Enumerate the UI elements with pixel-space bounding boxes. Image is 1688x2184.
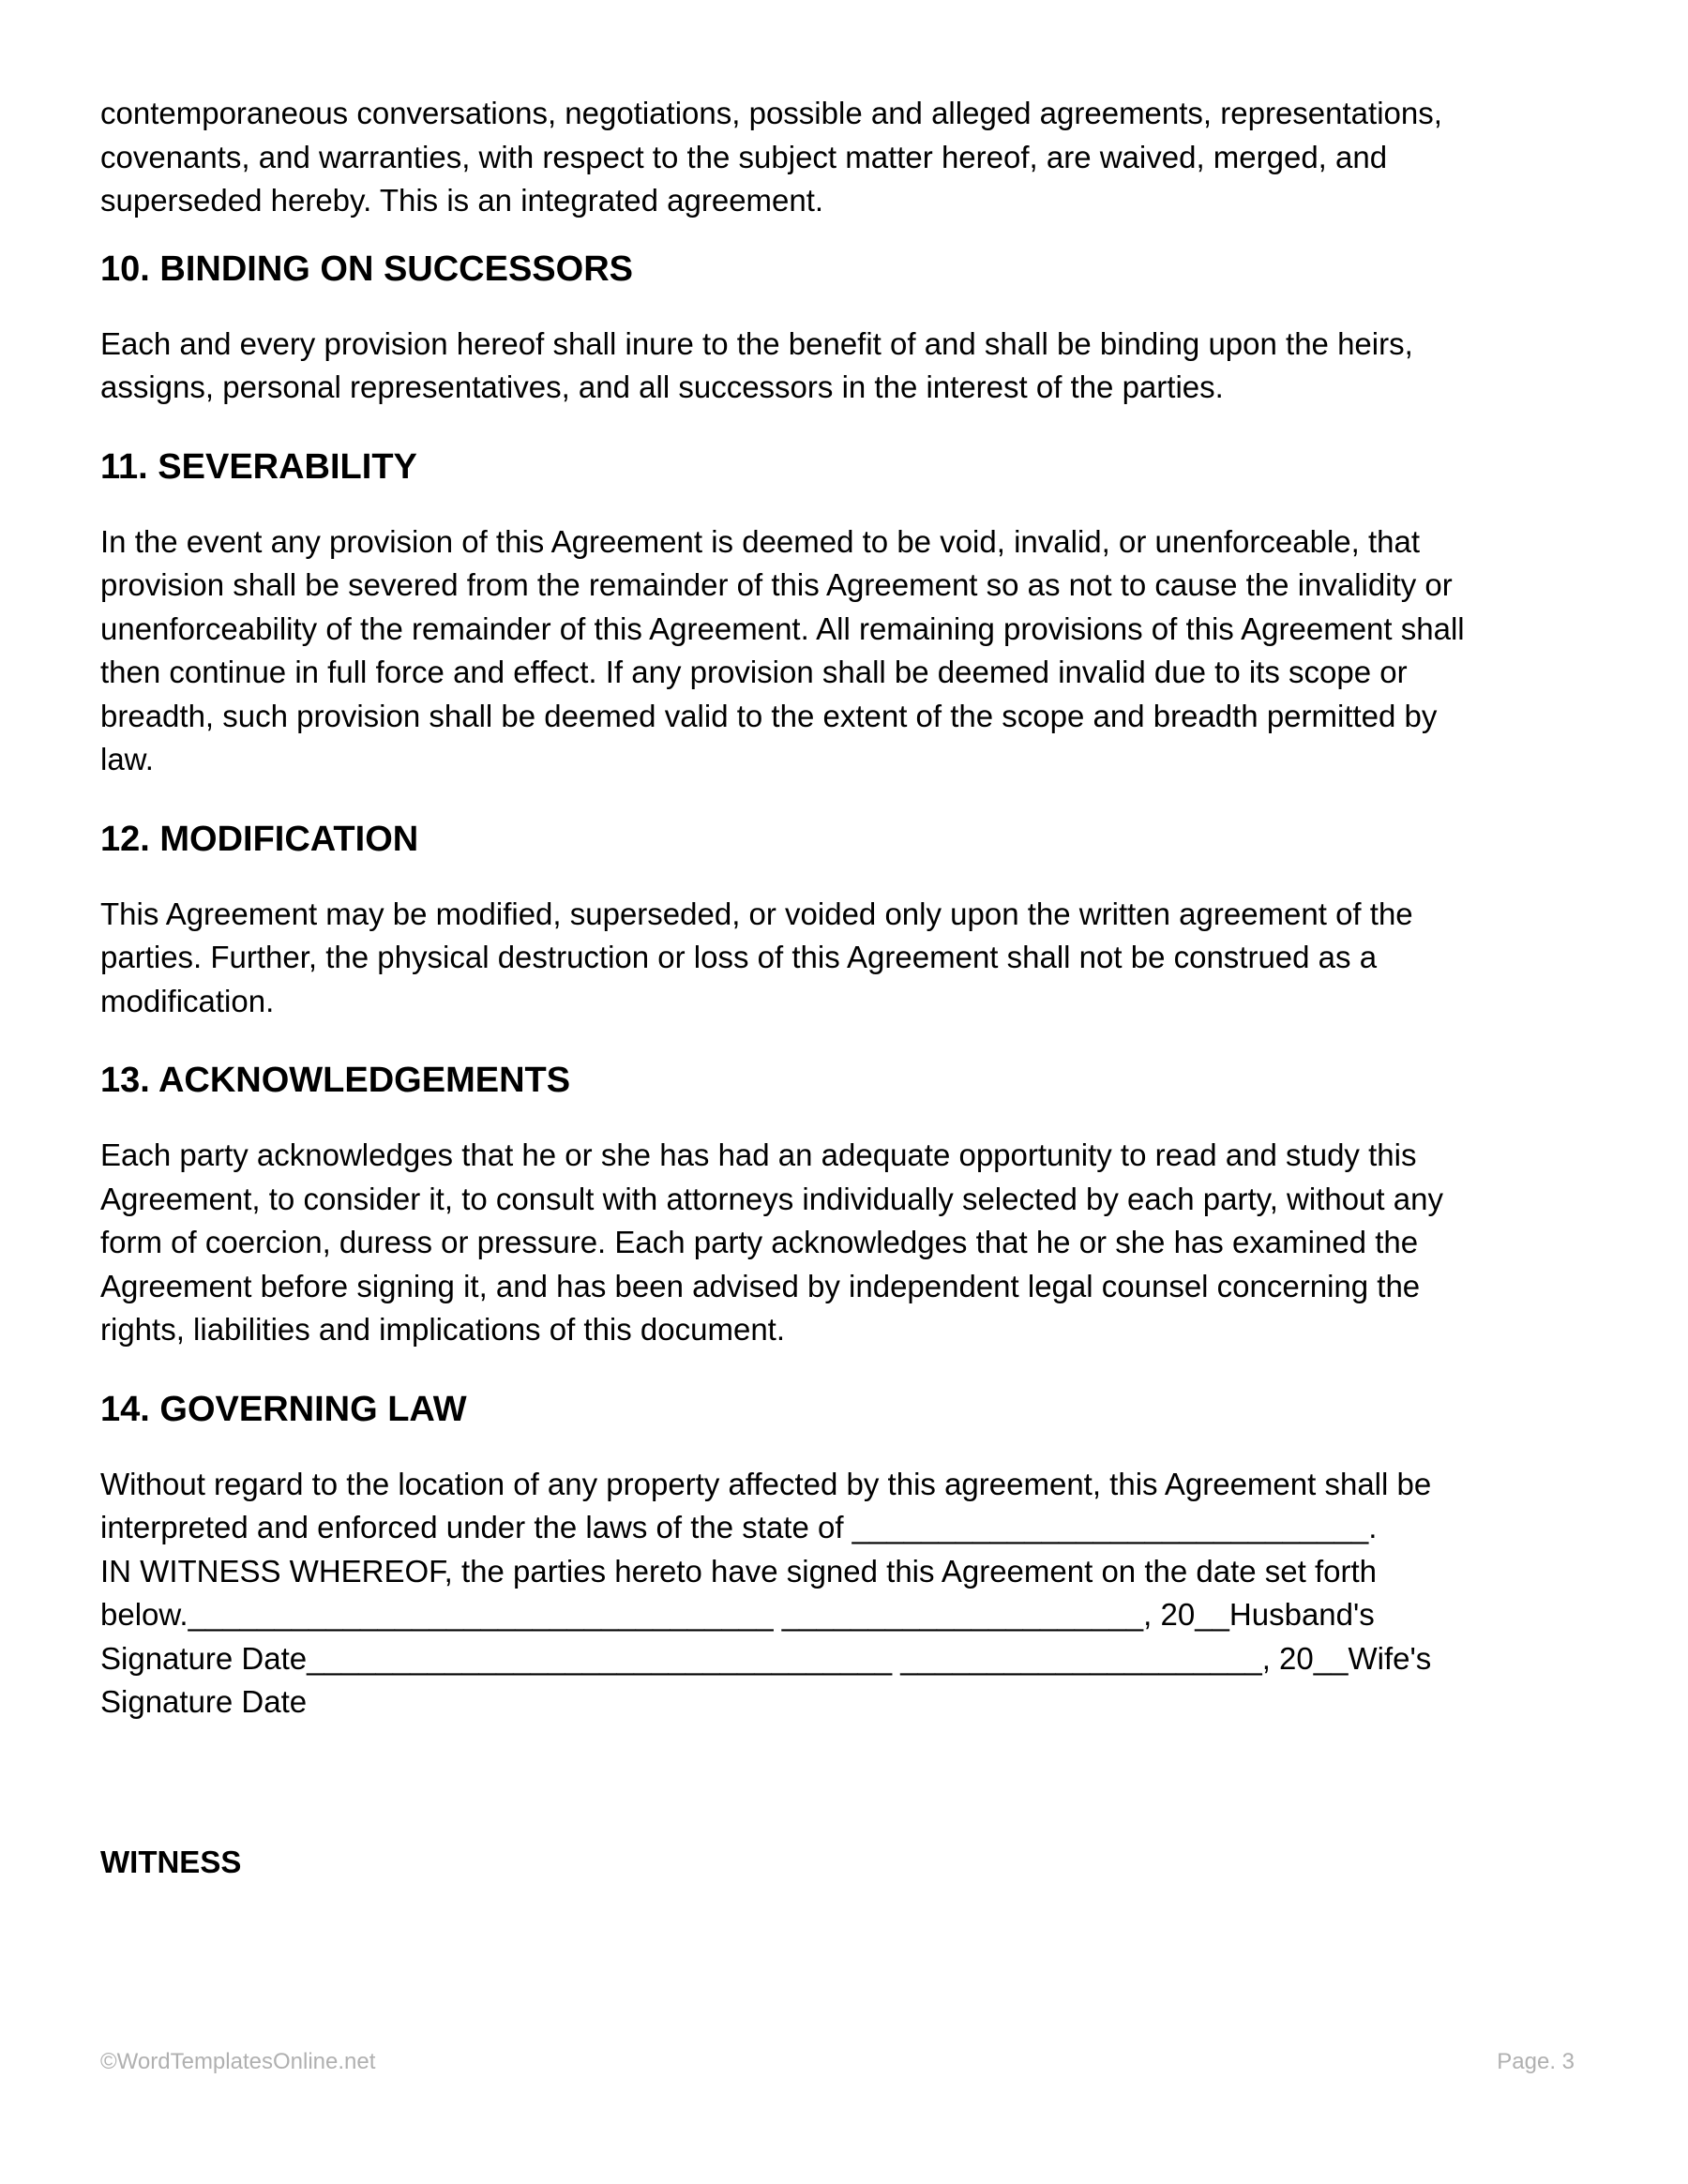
heading-governing-law: 14. GOVERNING LAW <box>100 1389 467 1429</box>
heading-severability: 11. SEVERABILITY <box>100 446 417 487</box>
body-severability: In the event any provision of this Agreement is deemed to be void, invalid, or unenforceable, that provision shall be severed from the remainder of this Agreement so as not to cause the invalidity or unenforceability of the remainder of this Agreement. All remaining provisions of this Agreement shall then continue in full force and effect. If any provision shall be deemed invalid due to its scope or breadth, such provision shall be deemed valid to the extent of the scope and breadth permitted by law. <box>100 523 1465 776</box>
heading-binding-on-successors: 10. BINDING ON SUCCESSORS <box>100 249 633 289</box>
heading-modification: 12. MODIFICATION <box>100 819 419 859</box>
body-binding-on-successors: Each and every provision hereof shall inure to the benefit of and shall be binding upon the heirs, assigns, personal representatives, and all successors in the interest of the parties. <box>100 325 1413 404</box>
footer-page-number: Page. 3 <box>1497 2049 1575 2074</box>
footer-copyright: ©WordTemplatesOnline.net <box>100 2049 376 2074</box>
body-acknowledgements: Each party acknowledges that he or she has had an adequate opportunity to read and study this Agreement, to consider it, to consult with attorneys individually selected by each party, without any form of coercion, duress or pressure. Each party acknowledges that he or she has examined the Agreement before signing it, and has been advised by independent legal counsel concerning the rights, liabilities and implications of this document. <box>100 1137 1443 1347</box>
witness-heading: WITNESS <box>100 1844 242 1879</box>
document-page <box>100 92 1601 1884</box>
intro-paragraph: contemporaneous conversations, negotiations, possible and alleged agreements, representations, covenants, and warranties, with respect to the subject matter hereof, are waived, merged, and superseded hereby. This is an integrated agreement. <box>100 96 1442 218</box>
body-governing-law: Without regard to the location of any property affected by this agreement, this Agreement shall be interpreted and enforced under the laws of the state of ______________________________. IN WITNESS WHEREOF, the parties hereto have signed this Agreement on the date set forth below.__________________________________ _____________________, 20__Husband's Signature Date__________________________________ _____________________, 20__Wife's Signature Date <box>100 1466 1432 1719</box>
body-modification: This Agreement may be modified, superseded, or voided only upon the written agreement of the parties. Further, the physical destruction or loss of this Agreement shall not be construed as a modification. <box>100 896 1413 1018</box>
heading-acknowledgements: 13. ACKNOWLEDGEMENTS <box>100 1061 571 1100</box>
